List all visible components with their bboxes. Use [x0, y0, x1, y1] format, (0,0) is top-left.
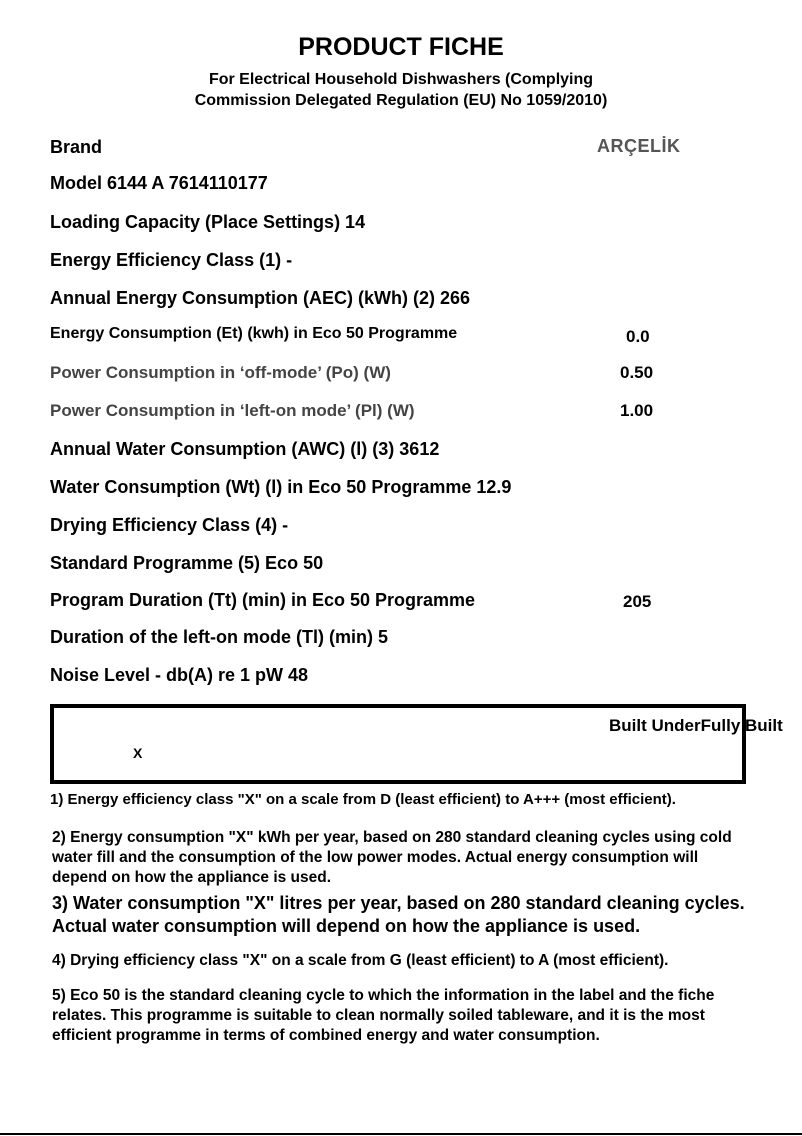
energy-eco50-value: 0.0: [626, 327, 650, 346]
model-row: Model 6144 A 7614110177: [50, 173, 268, 193]
subtitle-line-1: For Electrical Household Dishwashers (Complying: [208, 71, 594, 88]
annual-water-row: Annual Water Consumption (AWC) (l) (3) 3612: [50, 439, 440, 459]
brand-label: Brand: [50, 137, 103, 157]
energy-class-row: Energy Efficiency Class (1) -: [50, 250, 293, 270]
power-lefton-value: 1.00: [620, 401, 654, 420]
drying-class-row: Drying Efficiency Class (4) -: [50, 515, 289, 535]
program-duration-label: Program Duration (Tt) (min) in Eco 50 Programme: [50, 590, 476, 610]
page-title: PRODUCT FICHE: [298, 33, 504, 61]
power-off-value: 0.50: [620, 363, 654, 382]
standard-programme-row: Standard Programme (5) Eco 50: [50, 553, 324, 573]
power-lefton-label: Power Consumption in ‘left-on mode’ (Pl) (W): [50, 401, 415, 420]
footnote-1: 1) Energy efficiency class "X" on a scale from D (least efficient) to A+++ (most efficient).: [50, 791, 676, 808]
noise-level-row: Noise Level - db(A) re 1 pW 48: [50, 665, 309, 685]
footnote-4: 4) Drying efficiency class "X" on a scale from G (least efficient) to A (most efficient).: [52, 952, 669, 969]
footnote-5: 5) Eco 50 is the standard cleaning cycle to which the information in the label and the fiche relates. This programme is suitable to clean normally soiled tableware, and it is the most efficient programme in terms of combined energy and water consumption.: [52, 987, 715, 1044]
lefton-duration-row: Duration of the left-on mode (Tl) (min) 5: [50, 627, 388, 647]
water-eco50-row: Water Consumption (Wt) (l) in Eco 50 Programme 12.9: [50, 477, 512, 497]
footnote-2: 2) Energy consumption "X" kWh per year, based on 280 standard cleaning cycles using cold water fill and the consumption of the low power modes. Actual energy consumption will depend on how the appliance is used.: [52, 829, 732, 886]
power-off-label: Power Consumption in ‘off-mode’ (Po) (W): [50, 363, 391, 382]
installation-type-label: Built UnderFully Built: [609, 716, 783, 735]
annual-energy-row: Annual Energy Consumption (AEC) (kWh) (2) 266: [50, 288, 471, 308]
footnote-3: 3) Water consumption "X" litres per year, based on 280 standard cleaning cycles. Actual water consumption will depend on how the appliance is used.: [52, 893, 745, 936]
program-duration-value: 205: [623, 592, 652, 611]
loading-capacity-row: Loading Capacity (Place Settings) 14: [50, 212, 366, 232]
subtitle-line-2: Commission Delegated Regulation (EU) No 1059/2010): [194, 92, 608, 109]
installation-mark: X: [133, 745, 143, 761]
energy-eco50-label: Energy Consumption (Et) (kwh) in Eco 50 Programme: [50, 325, 458, 342]
bottom-rule: [0, 1133, 802, 1135]
brand-value: ARÇELİK: [597, 136, 681, 156]
